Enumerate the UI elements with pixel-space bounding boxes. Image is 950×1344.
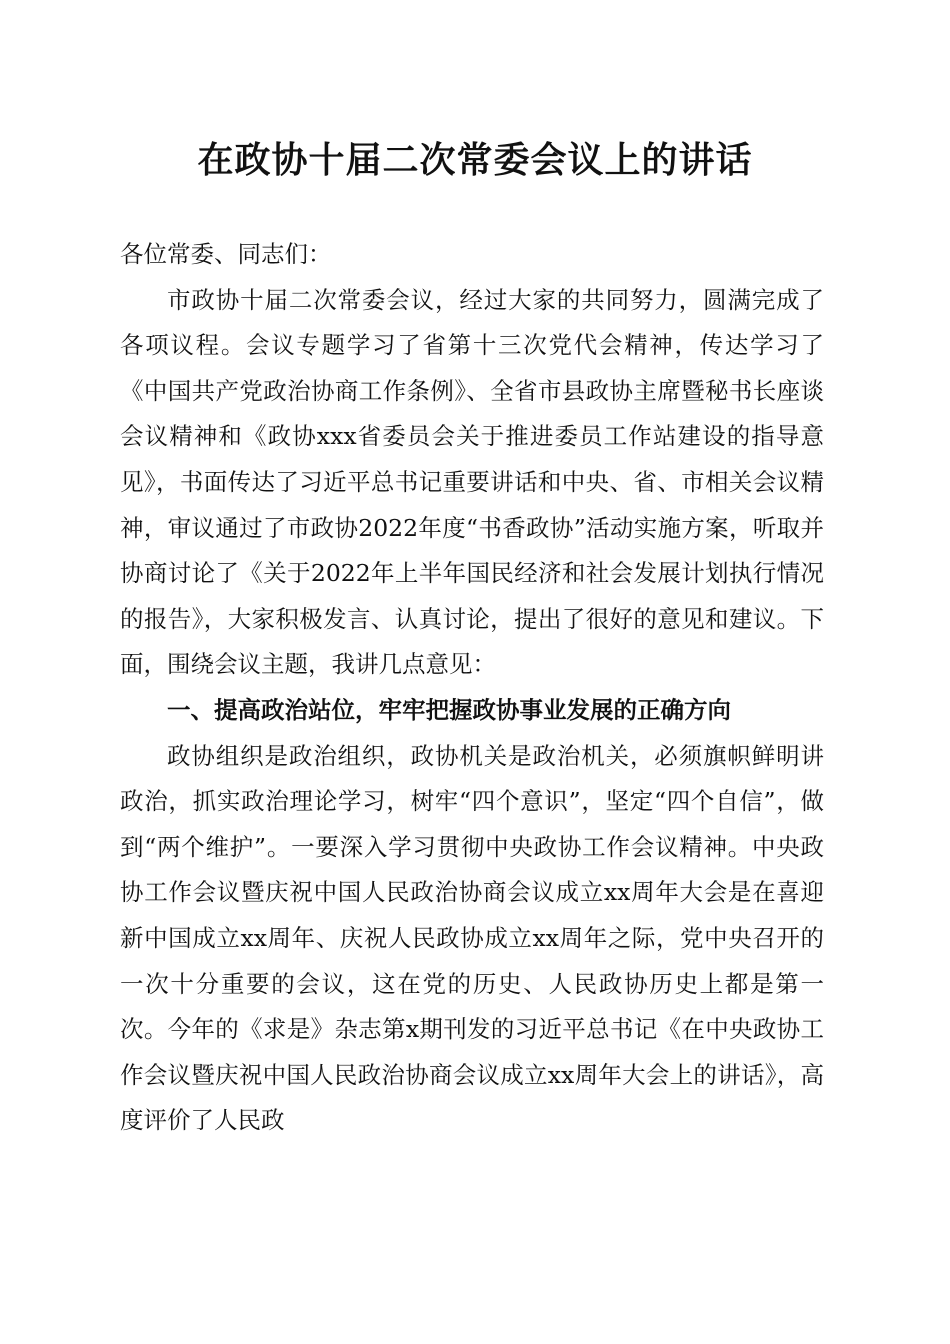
section-heading-1: 一、提高政治站位，牢牢把握政协事业发展的正确方向 <box>167 695 731 724</box>
document-body <box>120 232 824 1144</box>
salutation: 各位常委、同志们： <box>120 240 332 268</box>
paragraph-intro: 市政协十届二次常委会议，经过大家的共同努力，圆满完成了各项议程。会议专题学习了省第十三次党代会精神，传达学习了《中国共产党政治协商工作条例》、全省市县政协主席暨秘书长座谈会议精神和《政协xxx省委员会关于推进委员工作站建设的指导意见》，书面传达了习近平总书记重要讲话和中央、省、市相关会议精神，审议通过了市政协2022年度“书香政协”活动实施方案，听取并协商讨论了《关于2022年上半年国民经济和社会发展计划执行情况的报告》，大家积极发言、认真讨论，提出了很好的意见和建议。下面，围绕会议主题，我讲几点意见： <box>120 285 824 679</box>
paragraph-section-1: 政协组织是政治组织，政协机关是政治机关，必须旗帜鲜明讲政治，抓实政治理论学习，树牢“四个意识”，坚定“四个自信”，做到“两个维护”。一要深入学习贯彻中央政协工作会议精神。中央政协工作会议暨庆祝中国人民政治协商会议成立xx周年大会是在喜迎新中国成立xx周年、庆祝人民政协成立xx周年之际，党中央召开的一次十分重要的会议，这在党的历史、人民政协历史上都是第一次。今年的《求是》杂志第x期刊发的习近平总书记《在中央政协工作会议暨庆祝中国人民政治协商会议成立xx周年大会上的讲话》，高度评价了人民政 <box>120 741 824 1135</box>
document-title: 在政协十届二次常委会议上的讲话 <box>197 139 753 181</box>
